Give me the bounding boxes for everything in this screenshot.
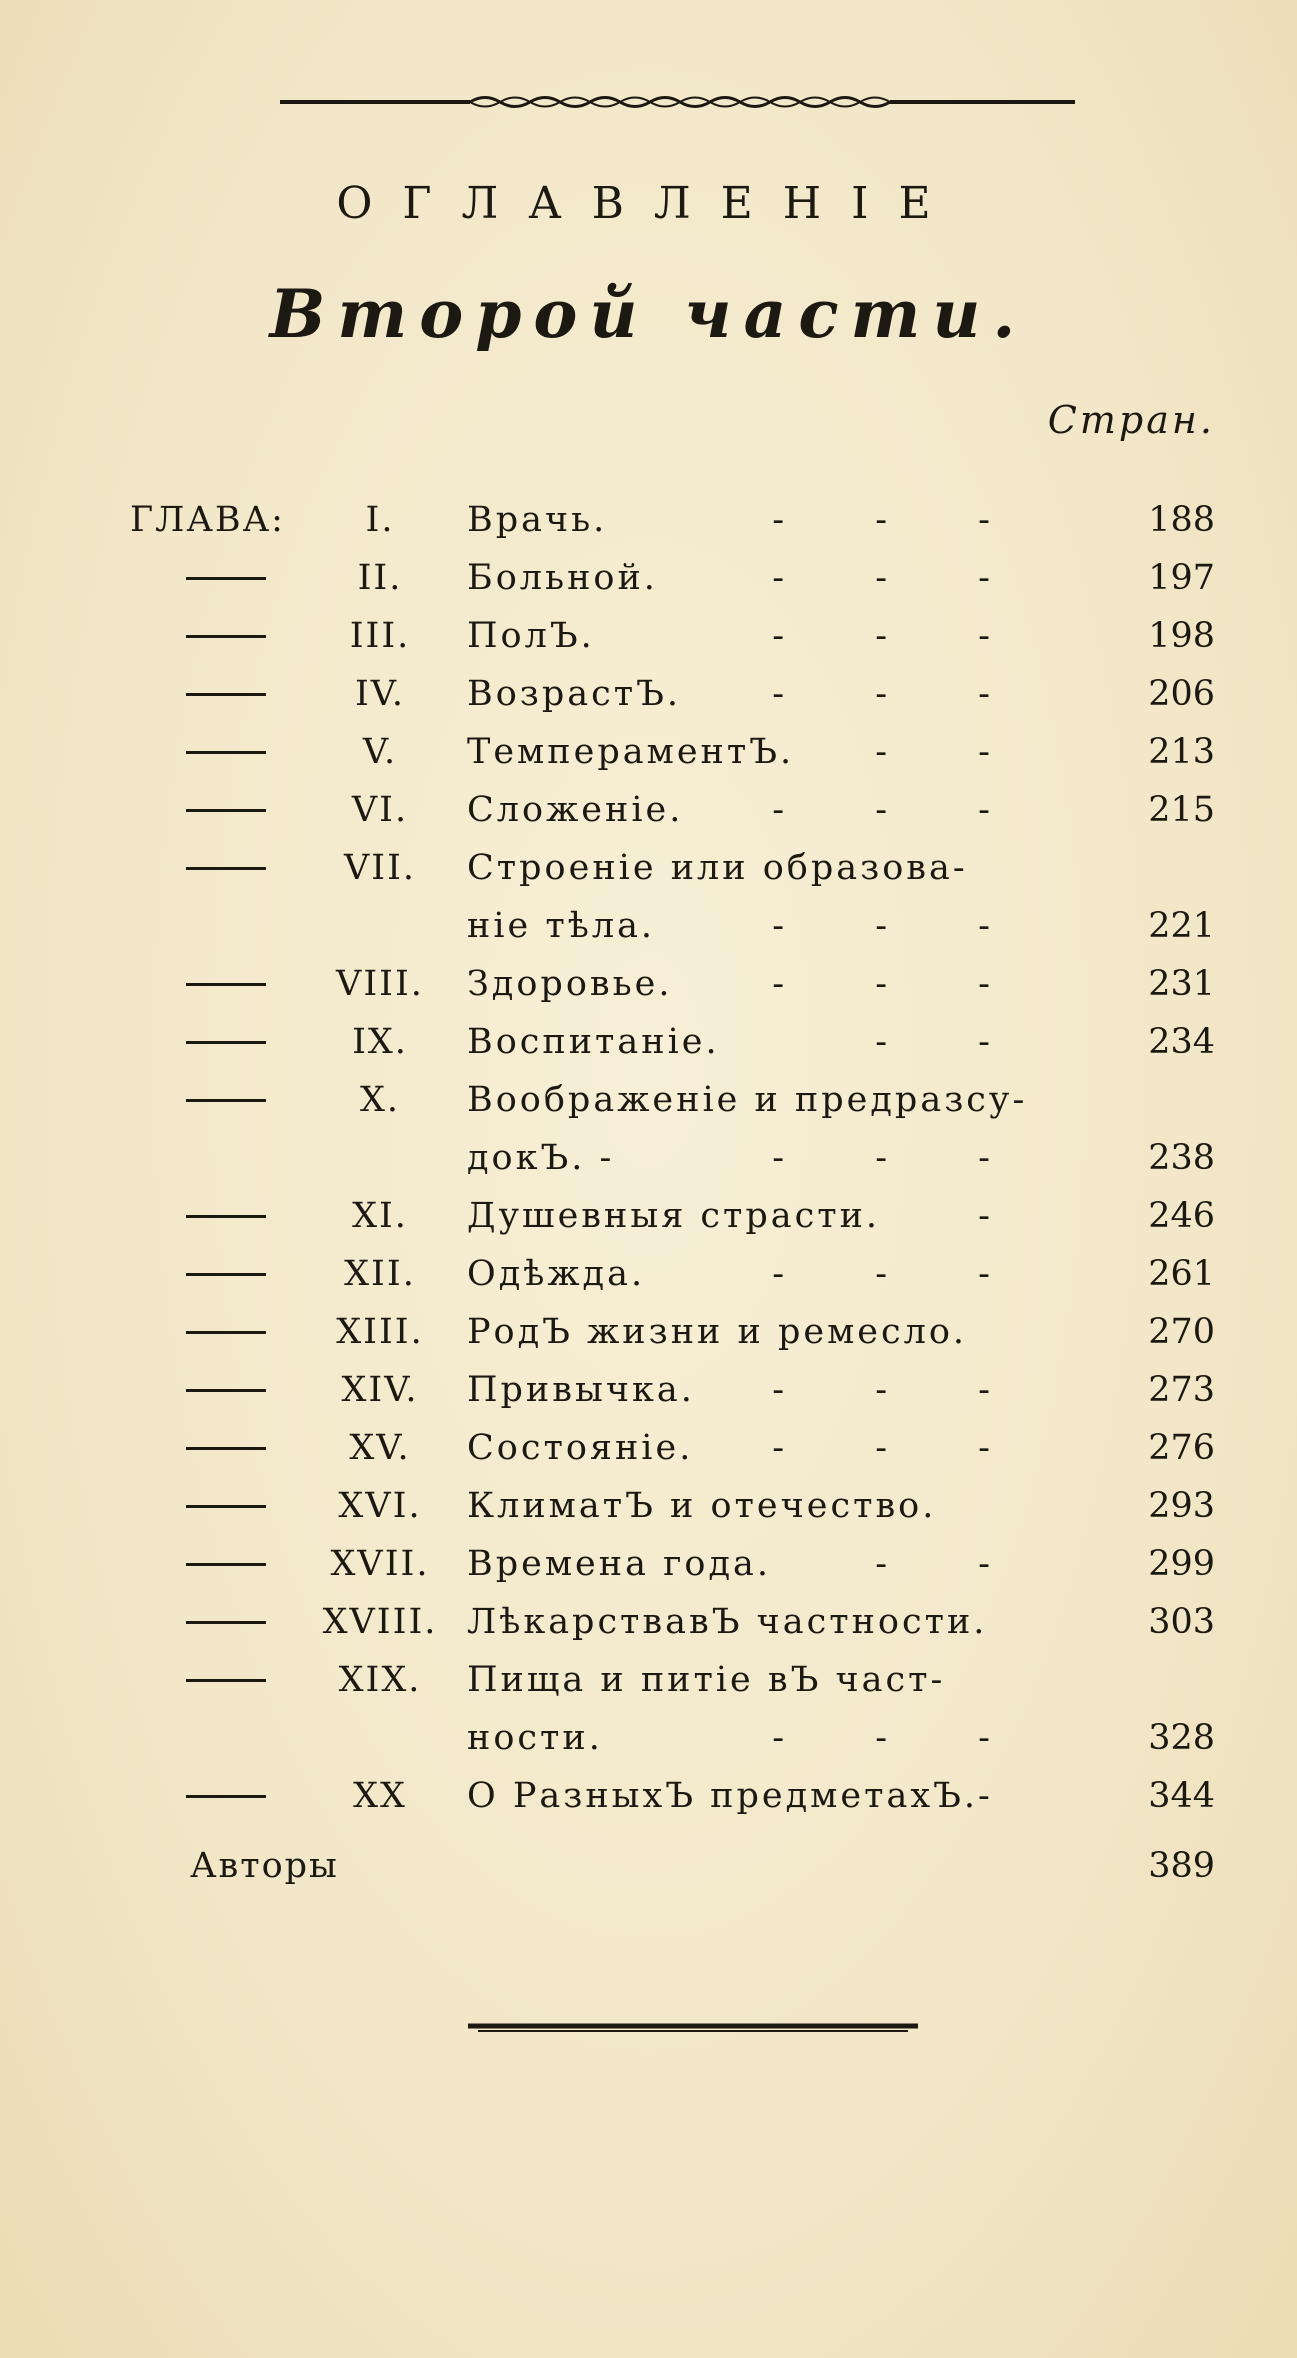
toc-row	[0, 1188, 1297, 1244]
leader-dashes: - - -	[772, 674, 1030, 714]
chapter-title: О РазныхЪ предметахЪ.-	[467, 1776, 993, 1816]
ditto-dash	[186, 867, 266, 870]
toc-row	[0, 550, 1297, 606]
chapter-title: ВозрастЪ.	[467, 674, 682, 714]
toc-row	[0, 492, 1297, 548]
page-number: 344	[1148, 1776, 1215, 1816]
page-number: 276	[1148, 1428, 1215, 1468]
toc-row	[0, 1478, 1297, 1534]
page-number: 234	[1148, 1022, 1215, 1062]
chapter-number: XX	[353, 1776, 407, 1816]
ditto-dash	[186, 1215, 266, 1218]
chapter-number: V.	[362, 732, 398, 772]
ditto-dash	[186, 1273, 266, 1276]
chapter-number: XII.	[344, 1254, 416, 1294]
leader-dashes: - - -	[772, 1254, 1030, 1294]
toc-row	[0, 1710, 1297, 1766]
chapter-number: XIV.	[341, 1370, 419, 1410]
page-number: 261	[1148, 1254, 1215, 1294]
toc-row	[0, 608, 1297, 664]
authors-page: 389	[1148, 1846, 1215, 1886]
authors-row	[0, 1838, 1297, 1894]
chapter-label: ГЛАВА:	[130, 500, 285, 540]
toc-row	[0, 1304, 1297, 1360]
toc-row	[0, 1130, 1297, 1186]
page-number: 328	[1148, 1718, 1215, 1758]
toc-row	[0, 1652, 1297, 1708]
ditto-dash	[186, 809, 266, 812]
chapter-number: IV.	[354, 674, 406, 714]
leader-dashes: -	[978, 1196, 1030, 1236]
toc-row	[0, 1362, 1297, 1418]
chapter-number: VII.	[343, 848, 417, 888]
leader-dashes: - - -	[772, 1370, 1030, 1410]
chapter-title: ТемпераментЪ.	[467, 732, 795, 772]
page-number: 198	[1148, 616, 1215, 656]
chapter-title: РодЪ жизни и ремесло.	[467, 1312, 968, 1352]
chapter-number: VIII.	[336, 964, 424, 1004]
chapter-title: Пища и питіе вЪ част-	[467, 1660, 946, 1700]
chapter-title: Врачь.	[467, 500, 608, 540]
chapter-title: Больной.	[467, 558, 658, 598]
contents-heading: ОГЛАВЛЕНІЕ	[336, 178, 961, 229]
leader-dashes: - - -	[772, 558, 1030, 598]
toc-row	[0, 666, 1297, 722]
chapter-title: Одѣжда.	[467, 1254, 646, 1294]
chapter-title: Строеніе или образова-	[467, 848, 968, 888]
part-subheading: Второй части.	[269, 275, 1028, 353]
chapter-number: I.	[365, 500, 395, 540]
chapter-title: Воображеніе и предразсу-	[467, 1080, 1028, 1120]
ditto-dash	[186, 635, 266, 638]
chapter-number: IX.	[352, 1022, 408, 1062]
chapter-title: Воспитаніе.	[467, 1022, 720, 1062]
chapter-title: ности.	[467, 1718, 603, 1758]
chapter-number: VI.	[351, 790, 409, 830]
ditto-dash	[186, 577, 266, 580]
chapter-title: ніе тѣла.	[467, 906, 656, 946]
toc-row	[0, 724, 1297, 780]
toc-row	[0, 1246, 1297, 1302]
page-number: 238	[1148, 1138, 1215, 1178]
chapter-number: XVIII.	[322, 1602, 438, 1642]
page-number: 221	[1148, 906, 1215, 946]
chapter-title: докЪ. -	[467, 1138, 615, 1178]
toc-row	[0, 956, 1297, 1012]
toc-row	[0, 1420, 1297, 1476]
toc-row	[0, 1072, 1297, 1128]
chapter-number: XVII.	[330, 1544, 430, 1584]
ditto-dash	[186, 983, 266, 986]
leader-dashes: - - -	[772, 1718, 1030, 1758]
top-ornament	[280, 92, 1075, 112]
page-number: 188	[1148, 500, 1215, 540]
page-number: 299	[1148, 1544, 1215, 1584]
chapter-title: Состояніе.	[467, 1428, 694, 1468]
leader-dashes: - - -	[772, 500, 1030, 540]
ditto-dash	[186, 1679, 266, 1682]
chapter-title: Сложеніе.	[467, 790, 684, 830]
toc-row	[0, 1014, 1297, 1070]
page-number: 303	[1148, 1602, 1215, 1642]
ditto-dash	[186, 1389, 266, 1392]
toc-row	[0, 1536, 1297, 1592]
leader-dashes: - - -	[772, 1138, 1030, 1178]
toc-row	[0, 1768, 1297, 1824]
ditto-dash	[186, 1041, 266, 1044]
chapter-number: III.	[349, 616, 411, 656]
ditto-dash	[186, 1795, 266, 1798]
bottom-rule	[468, 2022, 918, 2034]
leader-dashes: - -	[875, 1022, 1030, 1062]
chapter-title: Привычка.	[467, 1370, 695, 1410]
authors-label: Авторы	[190, 1846, 339, 1886]
leader-dashes: - - -	[772, 1428, 1030, 1468]
chapter-number: XIX.	[338, 1660, 422, 1700]
leader-dashes: - -	[875, 732, 1030, 772]
ditto-dash	[186, 693, 266, 696]
chapter-title: Времена года.	[467, 1544, 772, 1584]
chapter-number: XV.	[349, 1428, 411, 1468]
ditto-dash	[186, 1621, 266, 1624]
chapter-title: ЛѣкарствавЪ частности.	[467, 1602, 988, 1642]
chapter-number: II.	[357, 558, 403, 598]
ditto-dash	[186, 1447, 266, 1450]
ditto-dash	[186, 1331, 266, 1334]
page-number: 270	[1148, 1312, 1215, 1352]
ditto-dash	[186, 751, 266, 754]
chapter-title: Душевныя страсти.	[467, 1196, 881, 1236]
chapter-number: XVI.	[338, 1486, 422, 1526]
leader-dashes: - - -	[772, 964, 1030, 1004]
page-number: 246	[1148, 1196, 1215, 1236]
toc-row	[0, 840, 1297, 896]
chapter-title: ПолЪ.	[467, 616, 595, 656]
toc-row	[0, 1594, 1297, 1650]
chapter-number: XIII.	[336, 1312, 424, 1352]
chapter-number: X.	[359, 1080, 401, 1120]
page-number: 273	[1148, 1370, 1215, 1410]
ditto-dash	[186, 1563, 266, 1566]
leader-dashes: - - -	[772, 616, 1030, 656]
leader-dashes: - - -	[772, 906, 1030, 946]
toc-row	[0, 782, 1297, 838]
leader-dashes: - -	[875, 1544, 1030, 1584]
ditto-dash	[186, 1505, 266, 1508]
page-number: 231	[1148, 964, 1215, 1004]
page-number: 197	[1148, 558, 1215, 598]
page-number: 213	[1148, 732, 1215, 772]
page-number: 293	[1148, 1486, 1215, 1526]
toc-row	[0, 898, 1297, 954]
ditto-dash	[186, 1099, 266, 1102]
pages-column-label: Стран.	[1047, 398, 1215, 442]
chapter-number: XI.	[352, 1196, 408, 1236]
page-number: 206	[1148, 674, 1215, 714]
page-number: 215	[1148, 790, 1215, 830]
leader-dashes: - - -	[772, 790, 1030, 830]
chapter-title: Здоровье.	[467, 964, 673, 1004]
chapter-title: КлиматЪ и отечество.	[467, 1486, 937, 1526]
